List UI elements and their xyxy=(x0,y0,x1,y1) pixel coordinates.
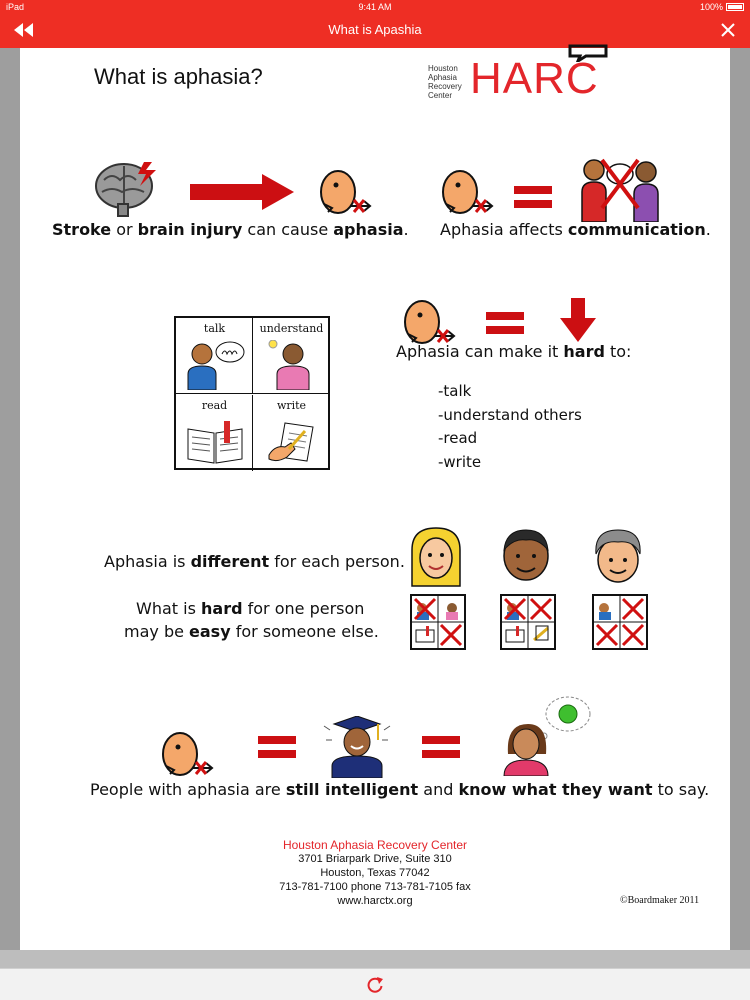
caption-text: . xyxy=(705,220,711,239)
caption-text: Aphasia affects xyxy=(440,220,568,239)
mini-grid xyxy=(500,594,556,650)
thinking-person-icon xyxy=(498,694,592,776)
blonde-woman-face-icon xyxy=(408,526,464,588)
equals-icon xyxy=(514,184,552,210)
talking-person-icon xyxy=(184,340,246,390)
grid-cell-write xyxy=(253,395,330,471)
caption-text: What is xyxy=(136,599,201,618)
address-line: Houston, Texas 77042 xyxy=(320,867,430,879)
page-gap xyxy=(0,950,750,968)
hard-easy-caption-1 xyxy=(136,599,364,618)
document-page xyxy=(20,48,730,950)
caption-text: Aphasia is xyxy=(104,552,191,571)
address-line: 3701 Briarpark Drive, Suite 310 xyxy=(298,853,452,865)
mini-grid-icon xyxy=(502,596,554,648)
harc-logo: HARC xyxy=(470,54,599,103)
communication-caption xyxy=(440,220,711,239)
grid-cell-label: understand xyxy=(259,322,324,335)
equals-icon xyxy=(422,734,460,760)
intelligent-caption xyxy=(90,780,709,799)
grid-cell-talk xyxy=(176,318,253,394)
speech-bubble-icon xyxy=(568,44,608,62)
grid-cell-understand xyxy=(253,318,330,394)
caption-bold: Stroke xyxy=(52,220,112,239)
arrow-right-icon xyxy=(190,172,296,212)
book-icon xyxy=(186,421,244,465)
caption-bold: different xyxy=(190,552,270,571)
battery-indicator xyxy=(700,2,744,12)
close-button[interactable] xyxy=(718,20,738,40)
status-bar xyxy=(0,0,750,14)
writing-hand-icon xyxy=(267,419,317,465)
mini-grid xyxy=(410,594,466,650)
speaking-face-icon xyxy=(318,168,374,218)
caption-text: for each person. xyxy=(269,552,405,571)
phone-line: 713-781-7100 phone 713-781-7105 fax xyxy=(279,881,471,893)
caption-text: can cause xyxy=(242,220,334,239)
hard-to-list xyxy=(438,380,582,474)
contact-footer xyxy=(240,838,510,908)
man-face-icon xyxy=(498,528,554,588)
different-caption xyxy=(104,552,405,571)
nav-title: What is Apashia xyxy=(328,22,422,37)
caption-text: or xyxy=(111,220,138,239)
older-woman-face-icon xyxy=(590,528,646,588)
caption-bold: communication xyxy=(567,220,706,239)
caption-text: may be xyxy=(124,622,190,641)
speaking-face-icon xyxy=(440,168,496,218)
logo-line: Recovery xyxy=(428,82,462,91)
caption-text: and xyxy=(418,780,459,799)
list-item: -write xyxy=(438,452,482,471)
logo-line: Houston xyxy=(428,64,458,73)
two-people-talking-icon xyxy=(578,156,664,222)
caption-bold: easy xyxy=(189,622,231,641)
speaking-face-icon xyxy=(160,730,216,780)
understanding-person-icon xyxy=(267,340,317,390)
caption-text: . xyxy=(403,220,409,239)
mini-grid-icon xyxy=(594,596,646,648)
battery-percent: 100% xyxy=(699,2,723,12)
list-item: -read xyxy=(438,429,478,447)
logo-line: Aphasia xyxy=(428,73,457,82)
mini-grid-icon xyxy=(412,596,464,648)
grid-cell-label: write xyxy=(276,399,307,412)
caption-bold: brain injury xyxy=(137,220,243,239)
grid-cell-label: read xyxy=(201,399,228,412)
caption-bold: aphasia xyxy=(333,220,404,239)
bottom-toolbar xyxy=(0,968,750,1000)
caption-bold: still intelligent xyxy=(285,780,419,799)
grid-cell-read xyxy=(176,395,253,471)
hard-easy-caption-2 xyxy=(124,622,379,641)
speaking-face-icon xyxy=(402,298,458,348)
hard-to-caption xyxy=(396,342,631,361)
reload-icon xyxy=(365,975,385,995)
logo-org-text xyxy=(428,64,462,100)
list-item: -talk xyxy=(438,382,472,400)
grid-cell-label: talk xyxy=(203,322,226,335)
caption-text: for someone else. xyxy=(230,622,379,641)
caption-text: for one person xyxy=(242,599,365,618)
page-heading: What is aphasia? xyxy=(94,64,263,89)
list-item: -understand others xyxy=(438,405,582,424)
arrow-down-icon xyxy=(560,298,596,342)
caption-bold: hard xyxy=(201,599,243,618)
close-icon xyxy=(718,20,738,40)
graduate-icon xyxy=(322,716,392,778)
equals-icon xyxy=(258,734,296,760)
carrier-label: iPad xyxy=(6,2,25,12)
caption-bold: hard xyxy=(563,342,605,361)
caption-bold: know what they want xyxy=(458,780,653,799)
top-bar xyxy=(0,0,750,48)
battery-icon xyxy=(726,3,744,11)
reload-button[interactable] xyxy=(365,975,385,995)
caption-text: to say. xyxy=(652,780,710,799)
logo-line: Center xyxy=(428,91,453,100)
clock: 9:41 AM xyxy=(358,2,392,12)
mini-grid xyxy=(592,594,648,650)
stroke-caption xyxy=(52,220,409,239)
equals-icon xyxy=(486,310,524,336)
copyright: ©Boardmaker 2011 xyxy=(620,895,700,906)
org-name: Houston Aphasia Recovery Center xyxy=(282,838,468,852)
caption-text: People with aphasia are xyxy=(90,780,286,799)
caption-text: to: xyxy=(604,342,632,361)
website-link[interactable]: www.harctx.org xyxy=(337,895,413,907)
brain-icon xyxy=(94,160,160,220)
caption-text: Aphasia can make it xyxy=(396,342,564,361)
activities-grid xyxy=(174,316,330,470)
